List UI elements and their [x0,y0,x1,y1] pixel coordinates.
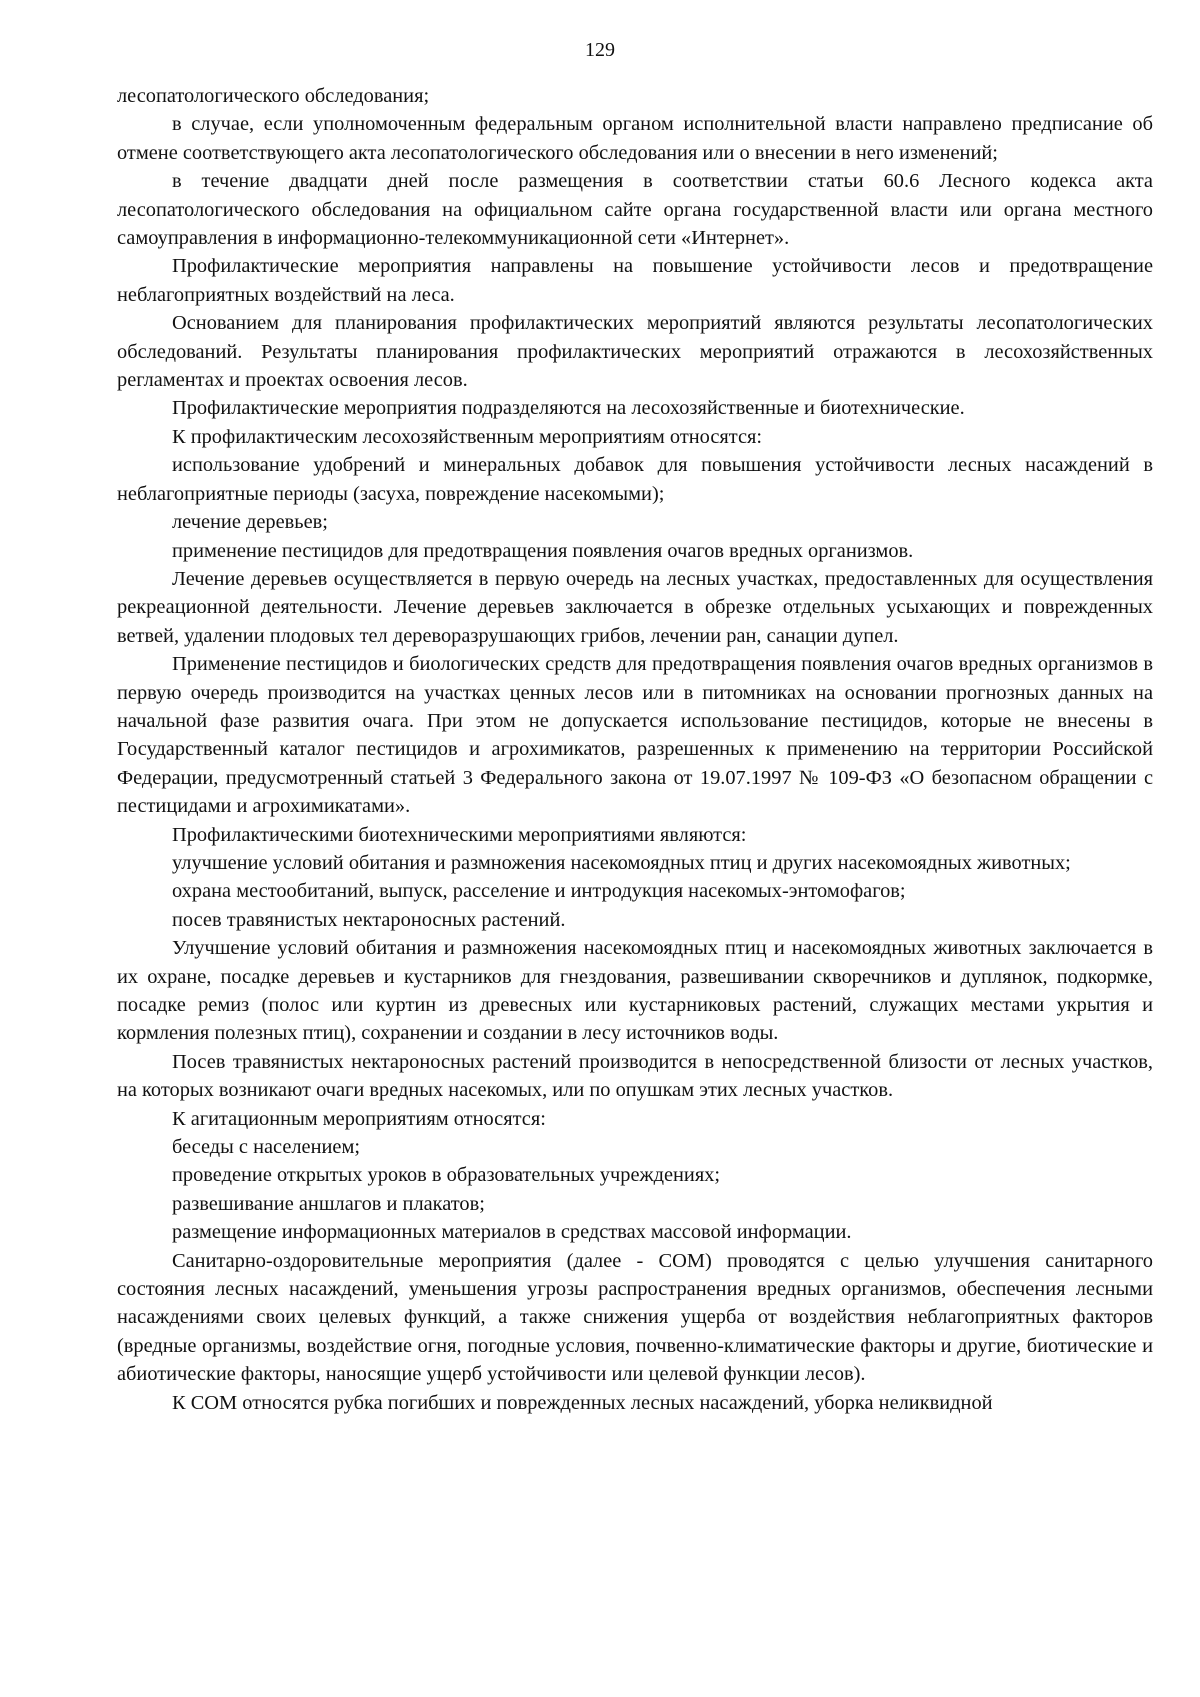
document-body [117,82,1153,1417]
paragraph: лесопатологического обследования; [117,85,430,107]
paragraph: Лечение деревьев осуществляется в первую очередь на лесных участках, предоставленных для осуществления рекреационной деятельности. Лечение деревьев заключается в обрезке отдельных усыхающих и поврежденных ветвей, удалении плодовых тел дереворазрушающих грибов, лечении ран, санации дупел. [117,567,1153,647]
paragraph: Посев травянистых нектароносных растений производится в непосредственной близости от лесных участков, на которых возникают очаги вредных насекомых, или по опушкам этих лесных участков. [117,1050,1153,1102]
paragraph: улучшение условий обитания и размножения насекомоядных птиц и других насекомоядных животных; [172,851,1071,874]
paragraph: беседы с населением; [172,1136,361,1159]
paragraph: К агитационным мероприятиям относятся: [172,1107,546,1130]
paragraph: в случае, если уполномоченным федеральным органом исполнительной власти направлено предписание об отмене соответствующего акта лесопатологического обследования или о внесении в него изменений; [117,113,1153,164]
paragraph: Применение пестицидов и биологических средств для предотвращения появления очагов вредных организмов в первую очередь производится на участках ценных лесов или в питомниках на основании прогнозных данных на начальной фазе развития очага. При этом не допускается использование пестицидов, которые не внесены в Государственный каталог пестицидов и агрохимикатов, разрешенных к применению на территории Российской Федерации, предусмотренный статьей 3 Федерального закона от 19.07.1997 № 109-ФЗ «О безопасном обращении с пестицидами и агрохимикатами». [117,653,1153,818]
paragraph: Улучшение условий обитания и размножения насекомоядных птиц и насекомоядных животных заключается в их охране, посадке деревьев и кустарников для гнездования, развешивании скворечников и дуплянок, подкормке, посадке ремиз (полос или куртин из древесных или кустарниковых растений, служащих местами укрытия и кормления полезных птиц), сохранении и создании в лесу источников воды. [117,937,1153,1045]
paragraph: Профилактические мероприятия направлены на повышение устойчивости лесов и предотвращение неблагоприятных воздействий на леса. [117,255,1153,306]
paragraph: использование удобрений и минеральных добавок для повышения устойчивости лесных насаждений в неблагоприятные периоды (засуха, повреждение насекомыми); [117,454,1153,505]
paragraph: в течение двадцати дней после размещения в соответствии статьи 60.6 Лесного кодекса акта лесопатологического обследования на официальном сайте органа государственной власти или органа местного самоуправления в информационно-телекоммуникационной сети «Интернет». [117,170,1153,250]
paragraph: проведение открытых уроков в образовательных учреждениях; [172,1164,721,1187]
page-number: 129 [585,39,615,61]
paragraph: охрана местообитаний, выпуск, расселение и интродукция насекомых-энтомофагов; [172,880,906,903]
paragraph: посев травянистых нектароносных растений. [172,908,566,931]
paragraph: Основанием для планирования профилактических мероприятий являются результаты лесопатологических обследований. Результаты планирования профилактических мероприятий отражаются в лесохозяйственных регламентах и проектах освоения лесов. [117,312,1153,392]
paragraph: Санитарно-оздоровительные мероприятия (далее - СОМ) проводятся с целью улучшения санитарного состояния лесных насаждений, уменьшения угрозы распространения вредных организмов, обеспечения лесными насаждениями своих целевых функций, а также снижения ущерба от воздействия неблагоприятных факторов (вредные организмы, воздействие огня, погодные условия, почвенно-климатические факторы и другие, биотические и абиотические факторы, наносящие ущерб устойчивости или целевой функции лесов). [117,1249,1153,1386]
paragraph: К СОМ относятся рубка погибших и поврежденных лесных насаждений, уборка неликвидной [172,1391,993,1414]
paragraph: Профилактическими биотехническими мероприятиями являются: [172,823,747,846]
paragraph: лечение деревьев; [172,511,328,534]
paragraph: развешивание аншлагов и плакатов; [172,1192,485,1215]
paragraph: Профилактические мероприятия подразделяются на лесохозяйственные и биотехнические. [172,397,965,420]
paragraph: применение пестицидов для предотвращения появления очагов вредных организмов. [172,539,914,562]
paragraph: К профилактическим лесохозяйственным мероприятиям относятся: [172,425,763,448]
paragraph: размещение информационных материалов в средствах массовой информации. [172,1221,852,1244]
